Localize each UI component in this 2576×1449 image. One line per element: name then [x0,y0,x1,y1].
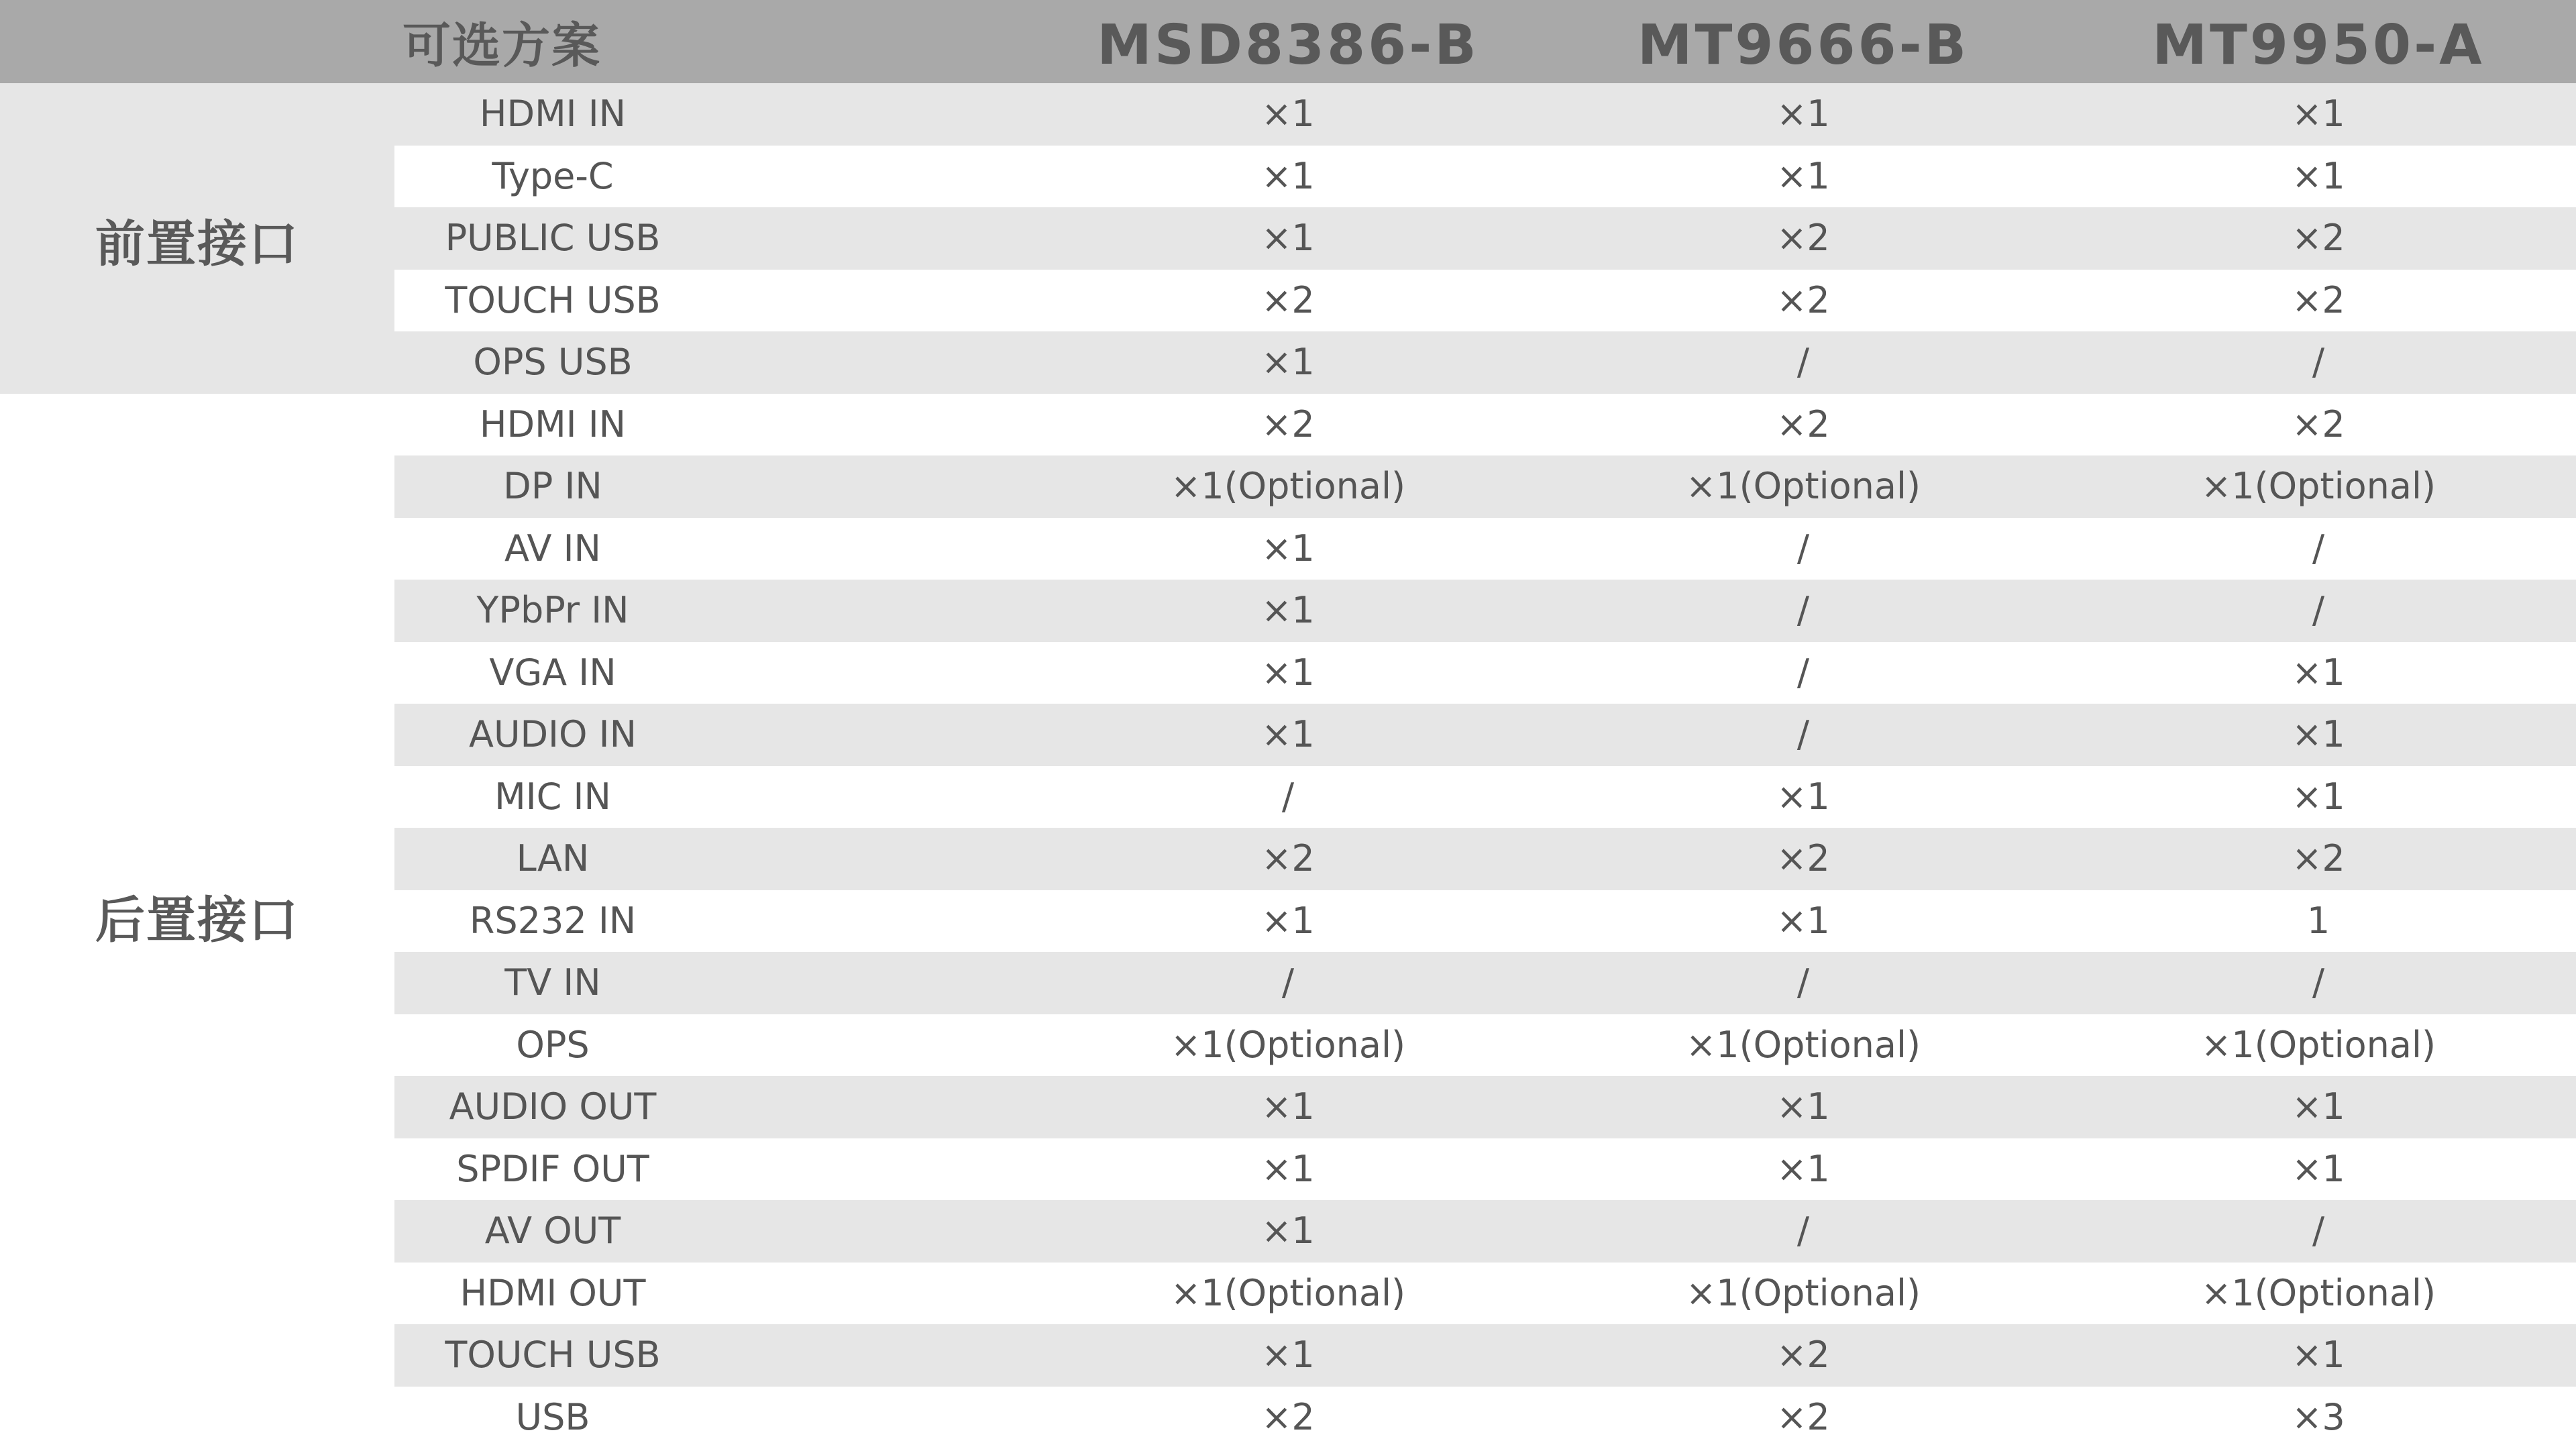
row-value-model-3: / [2312,527,2325,570]
row-value-model-3: / [2312,1210,2325,1252]
row-name: Type-C [492,154,614,197]
row-name: OPS [516,1023,590,1066]
row-value-model-3: ×2 [2292,217,2345,259]
table-row [394,1387,2576,1449]
row-value-model-1: / [1281,961,1295,1004]
row-value-model-2: / [1796,527,1810,570]
row-value-model-2: ×1 [1776,775,1830,818]
table-header [0,0,2576,83]
row-value-model-2: ×1(Optional) [1685,1023,1921,1066]
row-value-model-3: ×2 [2292,402,2345,445]
row-name: VGA IN [489,651,616,694]
row-name: TOUCH USB [445,278,661,321]
table-row [394,455,2576,518]
row-value-model-1: ×1(Optional) [1170,1023,1406,1066]
row-value-model-2: ×2 [1776,1395,1830,1438]
row-value-model-1: ×1 [1261,527,1315,570]
table-row [394,580,2576,642]
row-name: OPS USB [473,341,633,383]
row-value-model-2: / [1796,589,1810,631]
row-value-model-3: ×1 [2292,1334,2345,1376]
row-value-model-1: ×1 [1261,713,1315,755]
row-name: TOUCH USB [445,1334,661,1376]
table-row [394,828,2576,890]
table-row [394,890,2576,953]
row-value-model-3: ×1 [2292,1085,2345,1128]
row-value-model-3: / [2312,589,2325,631]
row-value-model-2: / [1796,713,1810,755]
table-row [394,394,2576,456]
row-value-model-2: ×1 [1776,1147,1830,1190]
row-name: YPbPr IN [476,589,629,631]
row-value-model-1: ×2 [1261,278,1315,321]
row-value-model-1: ×2 [1261,402,1315,445]
row-name: AUDIO OUT [449,1085,657,1128]
table-row [394,704,2576,766]
row-value-model-3: 1 [2306,899,2330,942]
table-row [394,146,2576,208]
row-name: TV IN [504,961,601,1004]
table-row [394,1324,2576,1387]
row-value-model-1: ×1 [1261,1085,1315,1128]
row-value-model-1: ×1(Optional) [1170,1271,1406,1314]
row-value-model-2: ×1(Optional) [1685,1271,1921,1314]
table-row [394,766,2576,828]
table-row [394,207,2576,270]
row-value-model-3: / [2312,961,2325,1004]
row-value-model-2: ×2 [1776,1334,1830,1376]
group-rear-block [0,394,394,1449]
table-row [394,270,2576,332]
table-row [394,1076,2576,1138]
row-name: AV OUT [484,1210,621,1252]
row-value-model-2: ×1 [1776,93,1830,135]
row-value-model-3: ×1 [2292,775,2345,818]
row-value-model-2: ×2 [1776,402,1830,445]
row-value-model-2: ×1 [1776,1085,1830,1128]
row-value-model-3: ×1(Optional) [2200,1023,2436,1066]
row-value-model-2: / [1796,651,1810,694]
row-value-model-1: ×1(Optional) [1170,465,1406,507]
table-row [394,642,2576,704]
row-value-model-2: ×1 [1776,899,1830,942]
row-value-model-2: ×1(Optional) [1685,465,1921,507]
row-value-model-2: / [1796,961,1810,1004]
row-name: MIC IN [494,775,611,818]
row-name: AUDIO IN [469,713,637,755]
table-row [394,1263,2576,1325]
row-value-model-2: ×2 [1776,278,1830,321]
row-value-model-3: / [2312,341,2325,383]
table-row [394,1200,2576,1263]
row-value-model-3: ×3 [2292,1395,2345,1438]
row-value-model-3: ×2 [2292,278,2345,321]
row-value-model-3: ×1 [2292,93,2345,135]
header-model-2: MT9666-B [1637,13,1970,77]
row-value-model-3: ×1 [2292,651,2345,694]
row-name: LAN [516,837,590,879]
row-value-model-3: ×1 [2292,1147,2345,1190]
table-row [394,952,2576,1014]
row-value-model-1: ×1 [1261,589,1315,631]
row-value-model-1: / [1281,775,1295,818]
row-value-model-1: ×2 [1261,1395,1315,1438]
row-value-model-3: ×1 [2292,713,2345,755]
table-row [394,518,2576,580]
row-value-model-3: ×1 [2292,154,2345,197]
row-value-model-1: ×2 [1261,837,1315,879]
group-front-label: 前置接口 [95,215,299,273]
row-value-model-3: ×2 [2292,837,2345,879]
row-name: AV IN [504,527,601,570]
row-name: SPDIF OUT [456,1147,649,1190]
row-name: PUBLIC USB [445,217,661,259]
row-name: HDMI IN [479,402,627,445]
row-value-model-1: ×1 [1261,217,1315,259]
table-row [394,83,2576,146]
row-value-model-1: ×1 [1261,341,1315,383]
row-value-model-2: ×1 [1776,154,1830,197]
row-name: USB [515,1395,590,1438]
row-value-model-3: ×1(Optional) [2200,465,2436,507]
row-value-model-1: ×1 [1261,899,1315,942]
row-value-model-1: ×1 [1261,651,1315,694]
row-name: HDMI IN [479,93,627,135]
table-row [394,1014,2576,1077]
row-name: HDMI OUT [460,1271,646,1314]
row-name: DP IN [503,465,602,507]
row-value-model-1: ×1 [1261,1210,1315,1252]
row-value-model-1: ×1 [1261,1334,1315,1376]
row-value-model-1: ×1 [1261,154,1315,197]
table-row [394,1138,2576,1201]
header-label: 可选方案 [402,17,602,74]
group-front-block [0,83,394,394]
table-body [394,83,2576,1448]
header-model-1: MSD8386-B [1097,13,1479,77]
header-model-3: MT9950-A [2152,13,2485,77]
row-name: RS232 IN [469,899,637,942]
group-rear-label: 后置接口 [95,892,299,949]
row-value-model-3: ×1(Optional) [2200,1271,2436,1314]
row-value-model-2: ×2 [1776,217,1830,259]
row-value-model-2: / [1796,1210,1810,1252]
row-value-model-1: ×1 [1261,1147,1315,1190]
row-value-model-1: ×1 [1261,93,1315,135]
table-row [394,331,2576,394]
row-value-model-2: / [1796,341,1810,383]
row-value-model-2: ×2 [1776,837,1830,879]
